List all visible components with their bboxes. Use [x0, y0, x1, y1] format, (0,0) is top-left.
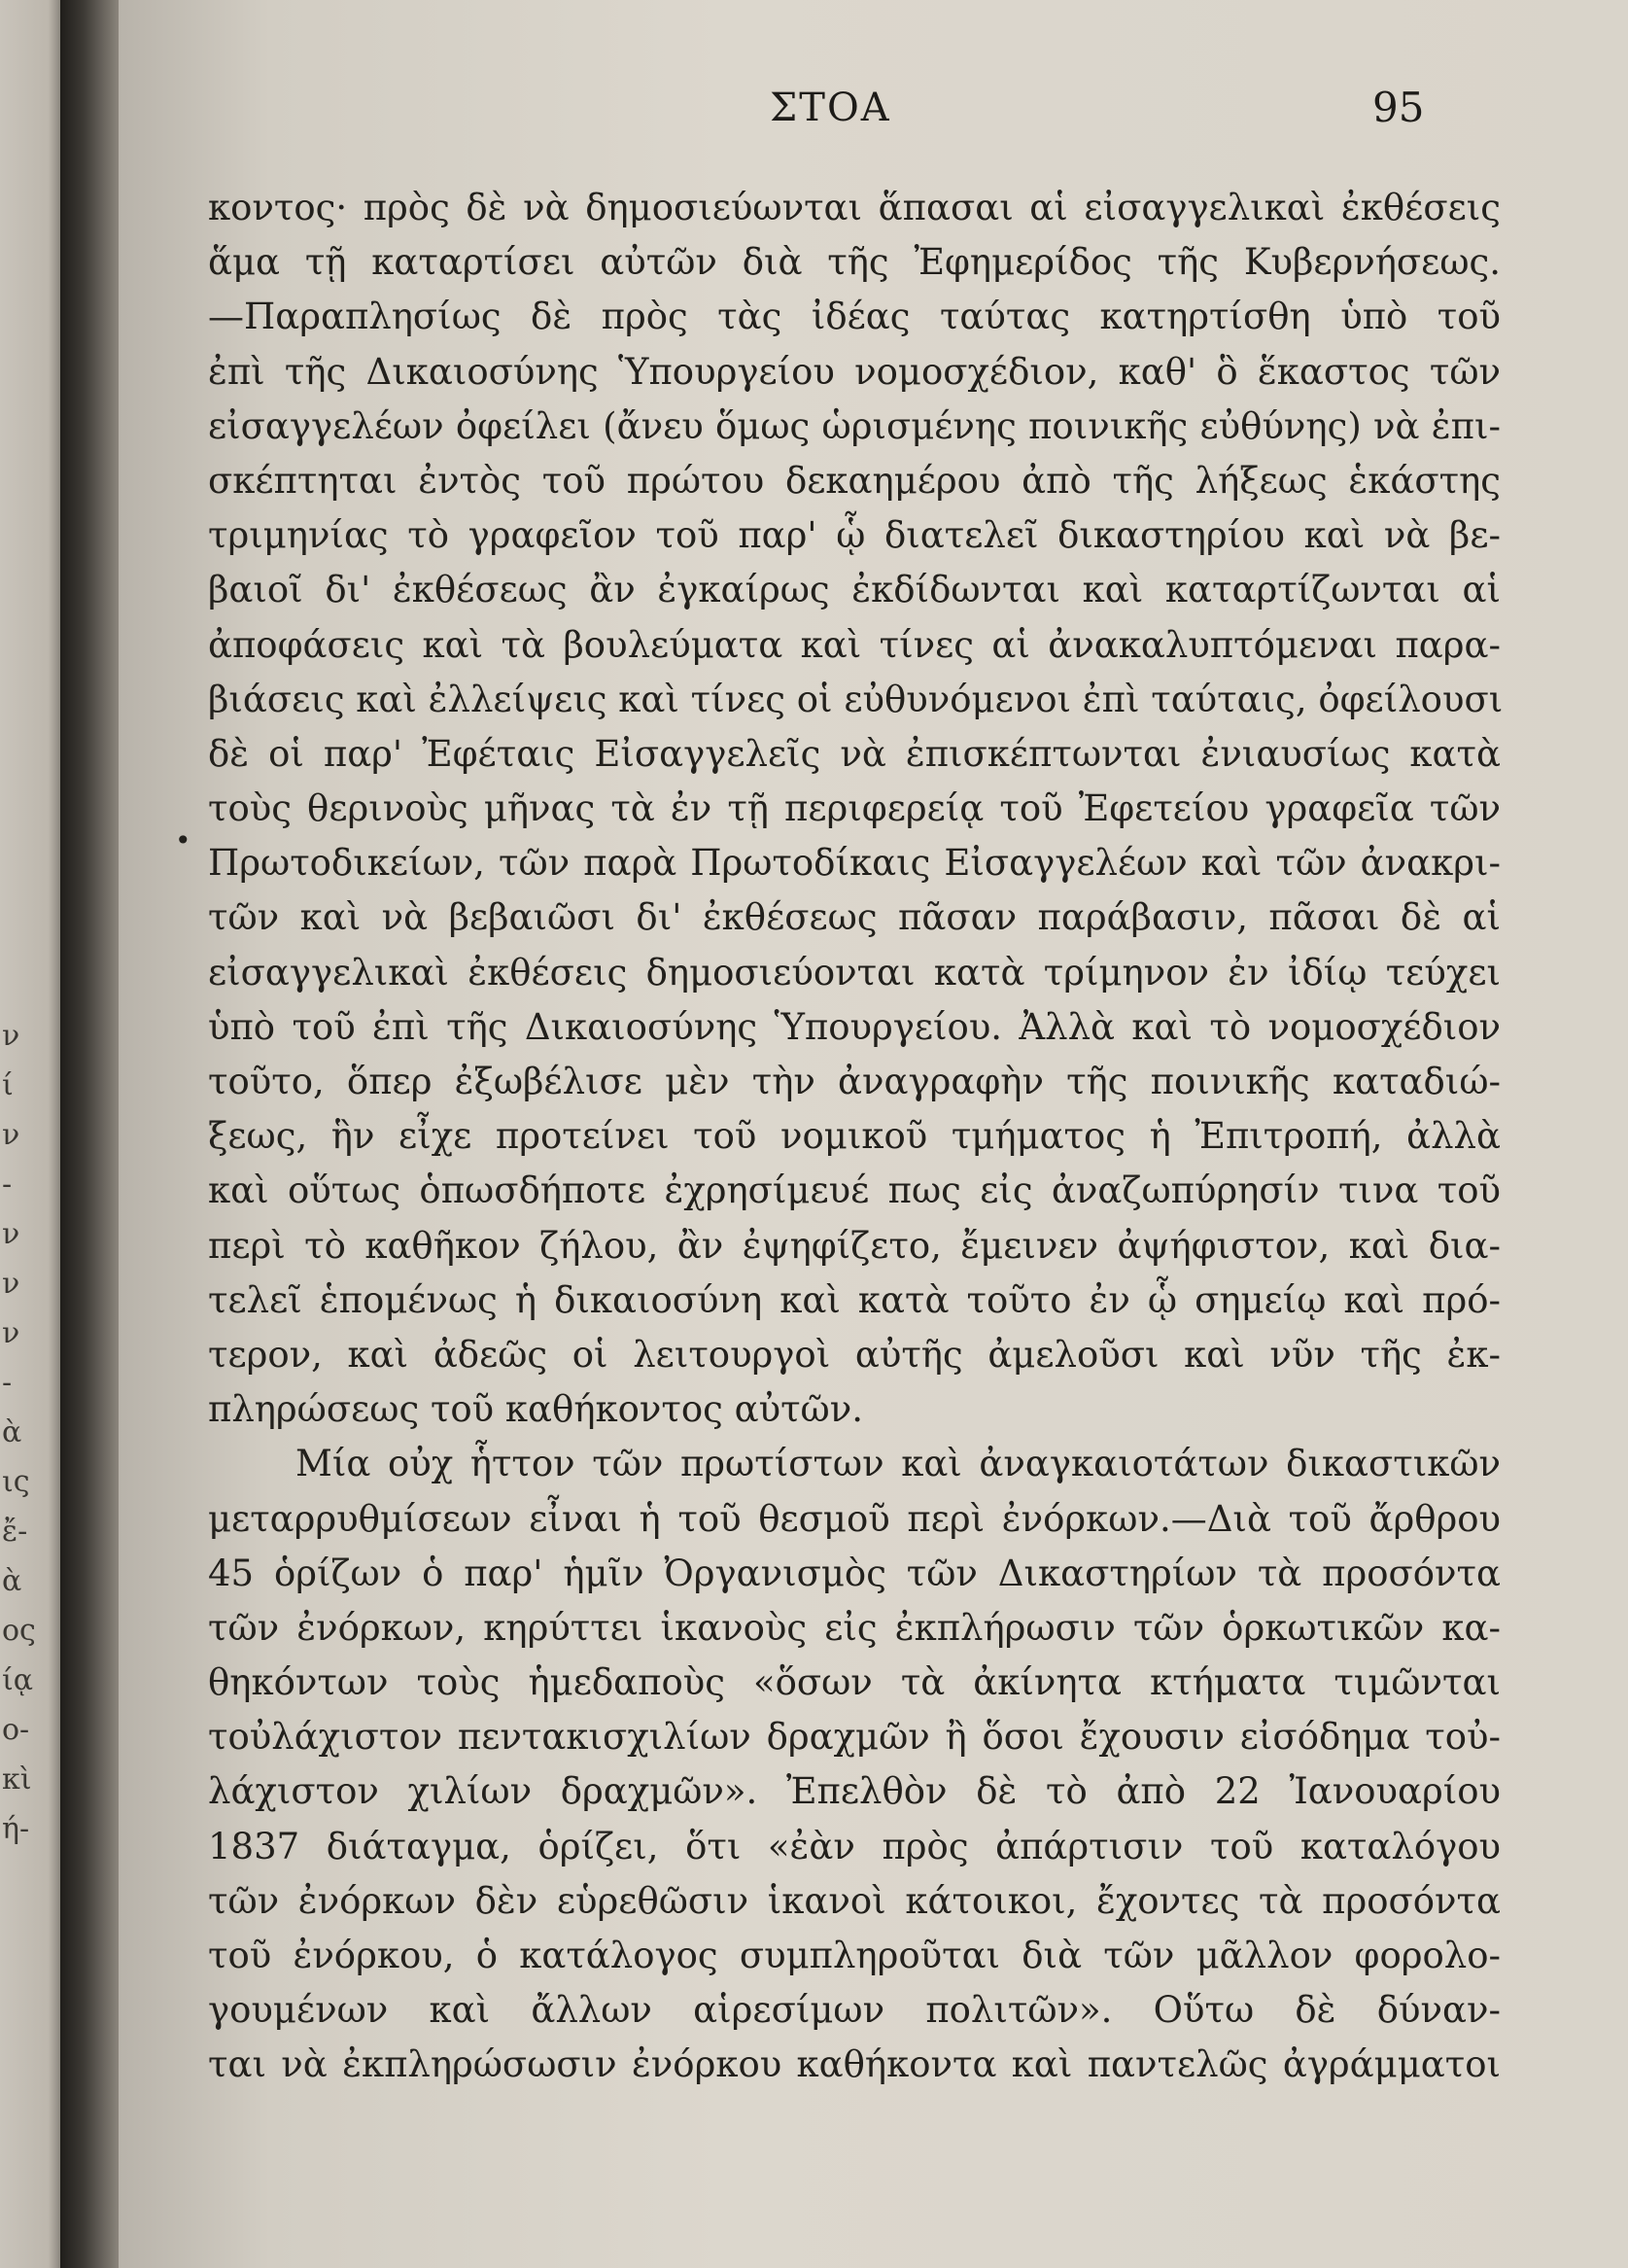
text-line: λάχιστον χιλίων δραχμῶν». Ἐπελθὸν δὲ τὸ ἀπὸ 22 Ἰανουαρίου — [208, 1770, 1501, 1813]
fragment: ν — [2, 1019, 20, 1053]
text-line: σκέπτηται ἐντὸς τοῦ πρώτου δεκαημέρου ἀπὸ τῆς λήξεως ἑκάστης — [208, 459, 1501, 502]
text-line: τελεῖ ἑπομένως ἡ δικαιοσύνη καὶ κατὰ τοῦτο ἐν ᾧ σημείῳ καὶ πρό- — [208, 1278, 1501, 1321]
text-line: ξεως, ἣν εἶχε προτείνει τοῦ νομικοῦ τμήματος ἡ Ἐπιτροπή, ἀλλὰ — [208, 1115, 1501, 1158]
fragment: ἔ- — [2, 1515, 28, 1549]
text-line: καὶ οὕτως ὁπωσδήποτε ἐχρησίμευέ πως εἰς ἀναζωπύρησίν τινα τοῦ — [208, 1169, 1501, 1212]
text-line: τοὐλάχιστον πεντακισχιλίων δραχμῶν ἢ ὅσοι ἔχουσιν εἰσόδημα τοὐ- — [208, 1716, 1501, 1759]
text-line: ἀποφάσεις καὶ τὰ βουλεύματα καὶ τίνες αἱ ἀνακαλυπτόμεναι παρα- — [208, 623, 1501, 666]
text-line: τοὺς θερινοὺς μῆνας τὰ ἐν τῇ περιφερείᾳ τοῦ Ἐφετείου γραφεῖα τῶν — [208, 787, 1501, 830]
text-line: εἰσαγγελικαὶ ἐκθέσεις δημοσιεύονται κατὰ τρίμηνον ἐν ἰδίῳ τεύχει — [208, 951, 1501, 994]
margin-mark: • — [175, 824, 191, 856]
text-line: δὲ οἱ παρ' Ἐφέταις Εἰσαγγελεῖς νὰ ἐπισκέπτωνται ἐνιαυσίως κατὰ — [208, 732, 1501, 775]
text-line: κοντος· πρὸς δὲ νὰ δημοσιεύωνται ἅπασαι αἱ εἰσαγγελικαὶ ἐκθέσεις — [208, 187, 1501, 228]
fragment: ίᾳ — [2, 1663, 34, 1697]
fragment: ος — [2, 1614, 36, 1648]
text-line: τοῦτο, ὅπερ ἐξωβέλισε μὲν τὴν ἀναγραφὴν τῆς ποινικῆς καταδιώ- — [208, 1061, 1501, 1102]
fragment: ὰ — [2, 1415, 22, 1449]
paragraph-first-line: Μία οὐχ ἧττον τῶν πρωτίστων καὶ ἀναγκαιοτάτων δικαστικῶν — [295, 1443, 1501, 1485]
book-spine — [60, 0, 119, 2268]
text-line: 45 ὁρίζων ὁ παρ' ἡμῖν Ὀργανισμὸς τῶν Δικαστηρίων τὰ προσόντα — [208, 1552, 1501, 1594]
text-line: ὑπὸ τοῦ ἐπὶ τῆς Δικαιοσύνης Ὑπουργείου. Ἀλλὰ καὶ τὸ νομοσχέδιον — [208, 1005, 1501, 1048]
fragment: ις — [2, 1465, 30, 1499]
book-page — [119, 0, 1628, 2268]
fragment: - — [2, 1168, 13, 1202]
text-line: θηκόντων τοὺς ἡμεδαποὺς «ὅσων τὰ ἀκίνητα κτήματα τιμῶνται — [208, 1661, 1501, 1704]
text-line: περὶ τὸ καθῆκον ζήλου, ἂν ἐψηφίζετο, ἔμεινεν ἀψήφιστον, καὶ δια- — [208, 1224, 1501, 1267]
fragment: ν — [2, 1118, 20, 1152]
text-line: τῶν ἐνόρκων δὲν εὑρεθῶσιν ἱκανοὶ κάτοικοι, ἔχοντες τὰ προσόντα — [208, 1879, 1501, 1922]
text-line: εἰσαγγελέων ὀφείλει (ἄνευ ὅμως ὡρισμένης ποινικῆς εὐθύνης) νὰ ἐπι- — [208, 404, 1501, 447]
facing-page-fragments — [2, 1011, 41, 1854]
page-header — [119, 86, 1628, 144]
text-line: πληρώσεως τοῦ καθήκοντος αὐτῶν. — [208, 1388, 863, 1431]
fragment: ο- — [2, 1713, 30, 1747]
running-title: ΣΤΟΑ — [770, 86, 891, 130]
text-line: τριμηνίας τὸ γραφεῖον τοῦ παρ' ᾧ διατελεῖ δικαστηρίου καὶ νὰ βε- — [208, 514, 1501, 557]
text-line: —Παραπλησίως δὲ πρὸς τὰς ἰδέας ταύτας κατηρτίσθη ὑπὸ τοῦ — [208, 296, 1501, 338]
fragment: κὶ — [2, 1762, 32, 1797]
body-text — [208, 181, 1504, 2093]
fragment: ί — [2, 1068, 14, 1102]
text-line: τῶν ἐνόρκων, κηρύττει ἱκανοὺς εἰς ἐκπλήρωσιν τῶν ὁρκωτικῶν κα- — [208, 1606, 1501, 1649]
text-line: τῶν καὶ νὰ βεβαιῶσι δι' ἐκθέσεως πᾶσαν παράβασιν, πᾶσαι δὲ αἱ — [208, 896, 1501, 939]
text-line: ἅμα τῇ καταρτίσει αὐτῶν διὰ τῆς Ἐφημερίδος τῆς Κυβερνήσεως. — [208, 241, 1501, 284]
page-number: 95 — [1372, 84, 1425, 131]
fragment: ὰ — [2, 1564, 22, 1598]
text-line: βιάσεις καὶ ἐλλείψεις καὶ τίνες οἱ εὐθυνόμενοι ἐπὶ ταύταις, ὀφείλουσι — [208, 678, 1504, 720]
facing-page-edge — [0, 0, 60, 2268]
text-line: ται νὰ ἐκπληρώσωσιν ἐνόρκου καθήκοντα καὶ παντελῶς ἀγράμματοι — [208, 2043, 1501, 2086]
text-line: τερον, καὶ ἀδεῶς οἱ λειτουργοὶ αὐτῆς ἀμελοῦσι καὶ νῦν τῆς ἐκ- — [208, 1333, 1501, 1376]
text-line: Πρωτοδικείων, τῶν παρὰ Πρωτοδίκαις Εἰσαγγελέων καὶ τῶν ἀνακρι- — [208, 842, 1501, 885]
text-line: ἐπὶ τῆς Δικαιοσύνης Ὑπουργείου νομοσχέδιον, καθ' ὃ ἕκαστος τῶν — [208, 350, 1501, 393]
fragment: ν — [2, 1267, 20, 1301]
text-line: 1837 διάταγμα, ὁρίζει, ὅτι «ἐὰν πρὸς ἀπάρτισιν τοῦ καταλόγου — [208, 1825, 1501, 1867]
fragment: - — [2, 1366, 13, 1400]
text-line: τοῦ ἐνόρκου, ὁ κατάλογος συμπληροῦται διὰ τῶν μᾶλλον φορολο- — [208, 1935, 1501, 1976]
text-line: μεταρρυθμίσεων εἶναι ἡ τοῦ θεσμοῦ περὶ ἐνόρκων.—Διὰ τοῦ ἄρθρου — [208, 1497, 1501, 1540]
fragment: ν — [2, 1316, 20, 1350]
text-line: βαιοῖ δι' ἐκθέσεως ἂν ἐγκαίρως ἐκδίδωνται καὶ καταρτίζωνται αἱ — [208, 569, 1501, 611]
fragment: ή- — [2, 1812, 30, 1846]
text-line: γουμένων καὶ ἄλλων αἱρεσίμων πολιτῶν». Οὕτω δὲ δύναν- — [208, 1989, 1501, 2032]
fragment: ν — [2, 1217, 20, 1251]
